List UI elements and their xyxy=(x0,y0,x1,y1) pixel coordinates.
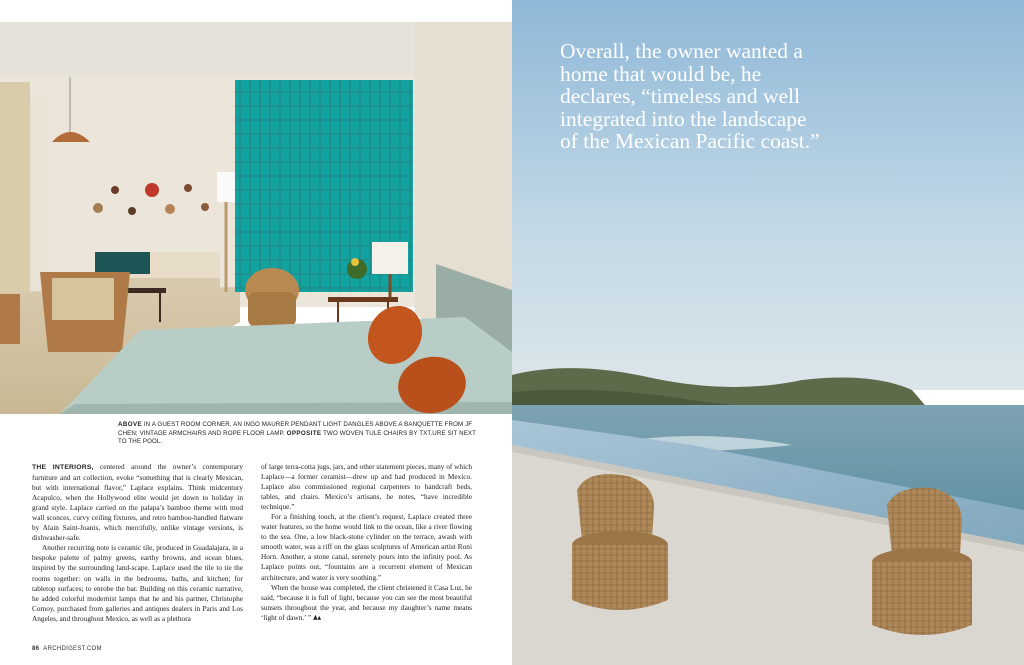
caption-above-text: IN A GUEST ROOM CORNER, AN INGO MAURER PENDANT LIGHT DANGLES ABOVE A BANQUETTE FROM JF CHEN; VINTAGE ARMCHAIRS AND ROPE FLOOR LAMP. xyxy=(118,421,473,437)
paragraph: For a finishing touch, at the client’s request, Laplace created three water features, so the home would link to the ocean, like a river flowing to the sea. One, a low black-stone cylinder on the terrace, awash with smooth water, was a riff on the glass sculptures of American artist Roni Horn. Another, a stone canal, serenely pours into the infinity pool. As Laplace points out, “fountains are a recurrent element of Mexican architecture, and water is very soothing.” xyxy=(261,512,472,582)
lead-in: THE INTERIORS, xyxy=(32,464,94,471)
caption-opposite-text: TWO WOVEN TULE CHAIRS BY TXT.URE SIT NEXT TO THE POOL. xyxy=(118,429,476,445)
paragraph xyxy=(32,462,243,543)
right-page xyxy=(512,0,1024,665)
caption-opposite-label: OPPOSITE xyxy=(286,429,322,437)
paragraph: of large terra-cotta jugs, jars, and other statement pieces, many of which Laplace—a former ceramist—drew up and had produced in Mexico. Laplace also commissioned regional carpenters to handcraft beds, tables, and chairs. Mexico’s artisans, he notes, “have incredible technique.” xyxy=(261,462,472,512)
pull-quote: Overall, the owner wanted a home that would be, he declares, “timeless and well integrated into the landscape of the Mexican Pacific coast.” xyxy=(560,39,820,153)
article-body xyxy=(32,462,472,624)
folio xyxy=(32,646,102,652)
article-column-2 xyxy=(261,462,472,624)
article-column-1 xyxy=(32,462,243,624)
page-number: 86 xyxy=(32,646,40,652)
site-name: ARCHDIGEST.COM xyxy=(43,646,102,652)
paragraph: Another recurring note is ceramic tile, produced in Guadalajara, in a bespoke palette of palmy greens, earthy browns, and ocean blues, inspired by the surrounding land-scape. Laplace used the tile to tie the rooms together: on walls in the bedrooms, baths, and kitchen; for tabletop surfaces; to enrobe the bar. Building on this ceramic narrative, he added colorful modernist lamps that he and his partner, Christophe Comoy, purchased from galleries and antiques dealers in Paris and Los Angeles, and throughout Mexico, as well as a plethora xyxy=(32,543,243,623)
guest-room-illustration xyxy=(0,22,512,414)
paragraph-text: centered around the owner’s contemporary furniture and art collection, evoke “something that is clearly Mexican, but with international flavor,” Laplace explains. Think midcentury Acapulco, when the Hollywood elite would jet down to holiday in grand style. Laplace carried on the palapa’s bamboo theme with mod wall sconces, curvy ceiling fixtures, and retro bamboo-handled flatware by Alain Saint-Joanis, which mercifully, unlike vintage versions, is dishwasher-safe. xyxy=(32,462,243,543)
end-mark-icon xyxy=(313,615,321,620)
photo-caption xyxy=(118,421,478,447)
guest-room-photo xyxy=(0,22,512,414)
caption-above-label: ABOVE xyxy=(118,421,143,428)
paragraph xyxy=(261,583,472,623)
paragraph-text: When the house was completed, the client christened it Casa Luz, he said, “because it is full of light, because you can see the most beautiful sunsets throughout the year, and because my daughter’s name means ‘light of dawn.’ ” xyxy=(261,582,472,622)
